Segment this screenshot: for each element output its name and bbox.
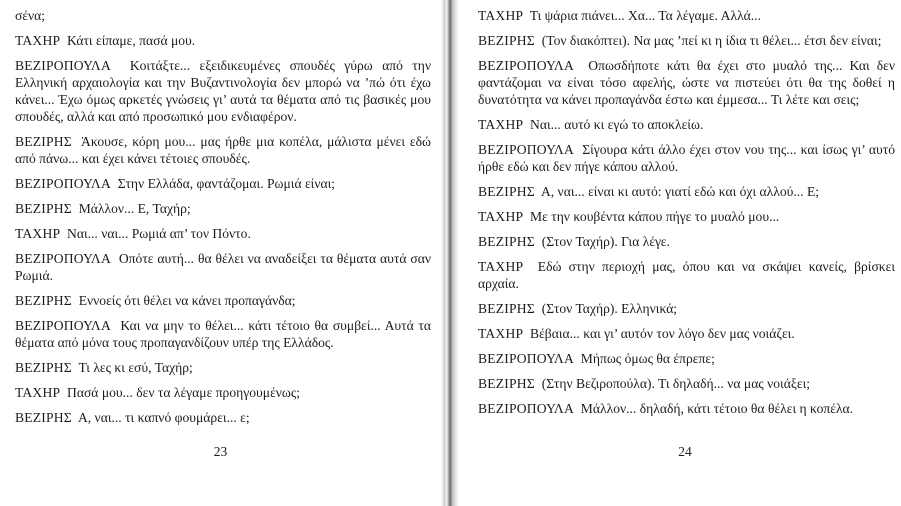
dialogue-paragraph	[15, 250, 431, 284]
dialogue-text: Α, ναι... τι καπνό φουμάρει... ε;	[77, 410, 250, 425]
speaker-name: ΤΑΧΗΡ	[478, 117, 524, 132]
dialogue-paragraph	[478, 7, 895, 24]
page-right-text	[478, 7, 895, 417]
speaker-name: ΤΑΧΗΡ	[478, 8, 524, 23]
speaker-name: ΒΕΖΙΡΗΣ	[15, 360, 72, 375]
dialogue-paragraph	[15, 292, 431, 309]
speaker-name: ΒΕΖΙΡΗΣ	[15, 410, 72, 425]
dialogue-text: Τι ψάρια πιάνει... Χα... Τα λέγαμε. Αλλά...	[529, 8, 761, 23]
dialogue-text: Σίγουρα κάτι άλλο έχει στον νου της... και ίσως γι’ αυτό ήρθε εδώ και δεν πήγε κάπου αλλού.	[478, 142, 895, 174]
dialogue-paragraph	[478, 57, 895, 108]
speaker-name: ΒΕΖΙΡΗΣ	[15, 201, 72, 216]
speaker-name: ΒΕΖΙΡΗΣ	[478, 234, 535, 249]
speaker-name: ΤΑΧΗΡ	[478, 326, 524, 341]
speaker-name: ΒΕΖΙΡΟΠΟΥΛΑ	[15, 318, 111, 333]
book-spine-gutter	[441, 0, 459, 506]
speaker-name: ΒΕΖΙΡΗΣ	[478, 376, 535, 391]
dialogue-paragraph	[478, 183, 895, 200]
speaker-name: ΒΕΖΙΡΗΣ	[478, 184, 535, 199]
dialogue-paragraph	[478, 400, 895, 417]
dialogue-paragraph	[15, 409, 431, 426]
dialogue-paragraph	[15, 384, 431, 401]
dialogue-text: Τι λες κι εσύ, Ταχήρ;	[78, 360, 193, 375]
dialogue-text: Μήπως όμως θα έπρεπε;	[580, 351, 715, 366]
dialogue-text: Ναι... αυτό κι εγώ το αποκλείω.	[530, 117, 704, 132]
speaker-name: ΒΕΖΙΡΟΠΟΥΛΑ	[478, 401, 574, 416]
dialogue-paragraph	[15, 317, 431, 351]
page-right	[459, 0, 901, 506]
dialogue-text: Μάλλον... Ε, Ταχήρ;	[78, 201, 191, 216]
speaker-name: ΒΕΖΙΡΗΣ	[15, 293, 72, 308]
dialogue-text: Εδώ στην περιοχή μας, όπου και να σκάψει κανείς, βρίσκει αρχαία.	[478, 259, 896, 291]
dialogue-text: Οπωσδήποτε κάτι θα έχει στο μυαλό της... Και δεν φαντάζομαι να είναι τόσο αφελής, ώστε να πιστεύει ότι θα της δοθεί η δυνατότητα να κάνει προπαγάνδα έστω και έμμεσα... Τι λέτε και σεις;	[478, 58, 896, 107]
dialogue-paragraph	[478, 375, 895, 392]
speaker-name: ΤΑΧΗΡ	[15, 226, 61, 241]
speaker-name: ΒΕΖΙΡΟΠΟΥΛΑ	[15, 58, 111, 73]
dialogue-text: Στην Ελλάδα, φαντάζομαι. Ρωμιά είναι;	[117, 176, 336, 191]
dialogue-text: Εννοείς ότι θέλει να κάνει προπαγάνδα;	[78, 293, 296, 308]
speaker-name: ΤΑΧΗΡ	[478, 209, 524, 224]
speaker-name: ΒΕΖΙΡΗΣ	[478, 301, 535, 316]
dialogue-paragraph	[15, 133, 431, 167]
speaker-name: ΤΑΧΗΡ	[15, 33, 61, 48]
speaker-name: ΒΕΖΙΡΟΠΟΥΛΑ	[15, 176, 111, 191]
dialogue-paragraph	[478, 258, 895, 292]
page-left	[0, 0, 441, 506]
speaker-name: ΒΕΖΙΡΟΠΟΥΛΑ	[15, 251, 111, 266]
dialogue-text: (Στην Βεζιροπούλα). Τι δηλαδή... να μας νοιάξει;	[541, 376, 811, 391]
dialogue-text: Και να μην το θέλει... κάτι τέτοιο θα συμβεί... Αυτά τα θέματα από μόνα τους προπαγανδίζουν υπέρ της Ελλάδος.	[15, 318, 432, 350]
dialogue-paragraph	[15, 7, 431, 24]
dialogue-text: Άκουσε, κόρη μου... μας ήρθε μια κοπέλα, μάλιστα μένει εδώ από πάνω... και έχει κάνει τέτοιες σπουδές.	[15, 134, 431, 166]
dialogue-paragraph	[15, 57, 431, 125]
page-number-right: 24	[678, 444, 692, 459]
dialogue-paragraph	[478, 32, 895, 49]
dialogue-paragraph	[15, 32, 431, 49]
dialogue-text: Ναι... ναι... Ρωμιά απ’ τον Πόντο.	[67, 226, 251, 241]
speaker-name: ΒΕΖΙΡΗΣ	[15, 134, 72, 149]
dialogue-text: Βέβαια... και γι’ αυτόν τον λόγο δεν μας νοιάζει.	[530, 326, 795, 341]
dialogue-text: Κάτι είπαμε, πασά μου.	[67, 33, 196, 48]
dialogue-paragraph	[15, 200, 431, 217]
dialogue-paragraph	[478, 208, 895, 225]
dialogue-paragraph	[478, 233, 895, 250]
dialogue-text: σένα;	[15, 8, 46, 23]
dialogue-paragraph	[478, 325, 895, 342]
speaker-name: ΒΕΖΙΡΟΠΟΥΛΑ	[478, 58, 574, 73]
dialogue-text: Με την κουβέντα κάπου πήγε το μυαλό μου...	[530, 209, 780, 224]
dialogue-paragraph	[478, 141, 895, 175]
dialogue-paragraph	[15, 175, 431, 192]
dialogue-text: (Στον Ταχήρ). Ελληνικά;	[541, 301, 678, 316]
dialogue-text: (Στον Ταχήρ). Για λέγε.	[541, 234, 670, 249]
dialogue-text: (Τον διακόπτει). Να μας ’πεί κι η ίδια τι θέλει... έτσι δεν είναι;	[541, 33, 882, 48]
dialogue-paragraph	[478, 300, 895, 317]
dialogue-text: Μάλλον... δηλαδή, κάτι τέτοιο θα θέλει η κοπέλα.	[580, 401, 854, 416]
dialogue-text: Πασά μου... δεν τα λέγαμε προηγουμένως;	[67, 385, 301, 400]
speaker-name: ΒΕΖΙΡΗΣ	[478, 33, 535, 48]
dialogue-text: Κοιτάξτε... εξειδικευμένες σπουδές γύρω από την Ελληνική αρχαιολογία και την Βυζαντινολογία δεν μπορώ να ’πώ ότι έχω κάνει... Έχω όμως αρκετές γνώσεις γι’ αυτά τα θέματα από τις βασικές μου σπουδές, αλλά και από προσωπικό μου ενδιαφέρον.	[15, 58, 432, 124]
dialogue-text: Α, ναι... είναι κι αυτό: γιατί εδώ και όχι αλλού... Ε;	[540, 184, 820, 199]
speaker-name: ΒΕΖΙΡΟΠΟΥΛΑ	[478, 351, 574, 366]
dialogue-paragraph	[15, 225, 431, 242]
dialogue-text: Οπότε αυτή... θα θέλει να αναδείξει τα θέματα αυτά σαν Ρωμιά.	[15, 251, 431, 283]
speaker-name: ΤΑΧΗΡ	[478, 259, 524, 274]
speaker-name: ΤΑΧΗΡ	[15, 385, 61, 400]
dialogue-paragraph	[478, 116, 895, 133]
dialogue-paragraph	[478, 350, 895, 367]
page-left-text	[15, 7, 431, 426]
speaker-name: ΒΕΖΙΡΟΠΟΥΛΑ	[478, 142, 574, 157]
page-number-left: 23	[213, 444, 228, 459]
dialogue-paragraph	[15, 359, 431, 376]
